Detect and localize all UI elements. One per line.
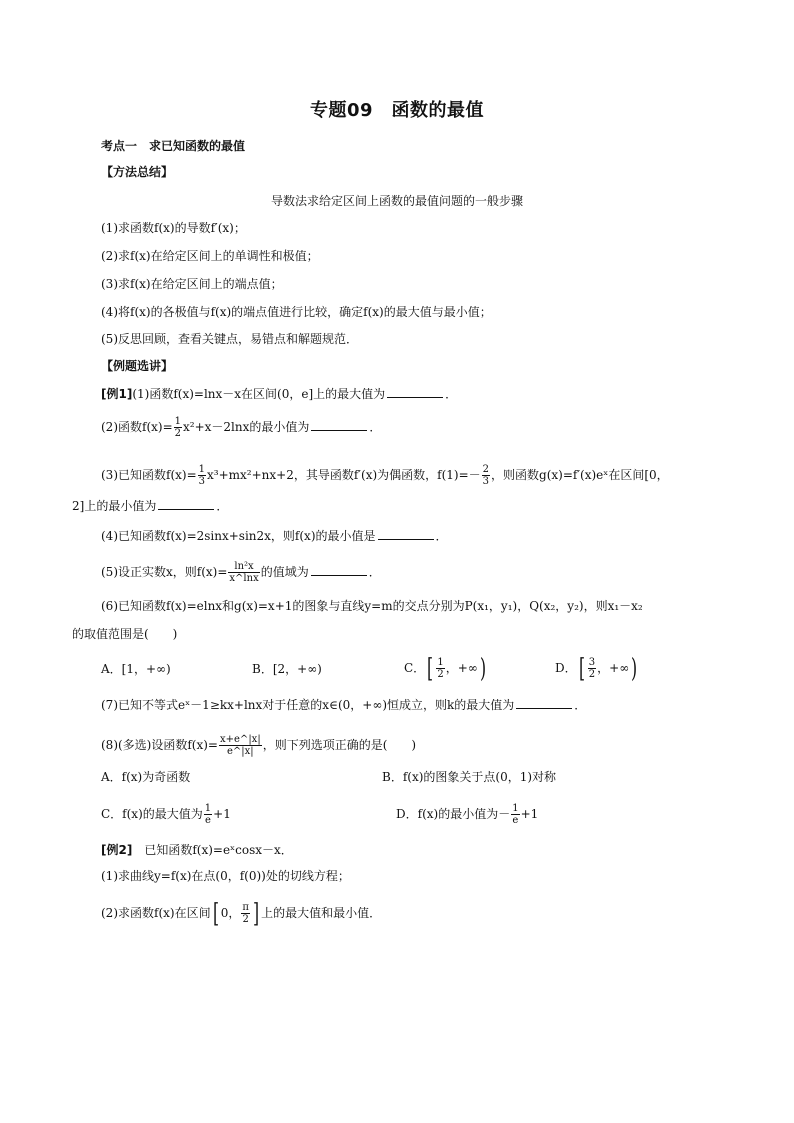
answer-blank[interactable] [311,564,367,576]
q8-option-d[interactable] [396,803,538,826]
ex1-q6-line1: (6)已知函数f(x)=elnx和g(x)=x+1的图象与直线y=m的交点分别为P(x₁，y₁)，Q(x₂，y₂)，则x₁－x₂ [101,599,643,613]
ex2-stem [101,842,293,858]
ex1-q1-text: (1)函数f(x)=lnx－x在区间(0，e]上的最大值为 [132,387,386,401]
q6-option-d[interactable]: D．[ $\frac{3}{2}$ ，+∞) [555,653,638,684]
ex1-q5: (5)设正实数x，则f(x)= $\frac{\text{ln²x}}{x\^{}\ln x}$ 的值域为 ． [101,561,381,584]
fraction: $\frac{x+e\^{}|x|}{e\^{}|x|}$ [220,734,261,757]
zero-comma: 0， [220,906,241,920]
q8-option-c[interactable] [101,803,231,826]
ex1-q8 [101,734,416,757]
q8-post: ，则下列选项正确的是( ) [262,738,417,752]
ex1-q6-line2: 的取值范围是( ) [72,627,178,641]
fraction: $\frac{1}{e}$ [512,803,519,826]
method-subtitle: 导数法求给定区间上函数的最值问题的一般步骤 [270,194,523,208]
q8-pre: (8)(多选)设函数f(x)= [101,738,218,752]
q5-post: 的值域为 [260,565,309,579]
step-3: (3)求f(x)在给定区间上的端点值； [101,277,283,291]
page-title: 专题09 函数的最值 [309,100,485,121]
ex1-q1: [例1](1)函数f(x)=lnx－x在区间(0，e]上的最大值为 ． [101,387,458,401]
method-header: 【方法总结】 [101,165,174,179]
option-c-label: C． [404,661,426,675]
option-d-label: D． [555,661,577,675]
ex2-q2-pre: (2)求函数f(x)在区间 [101,906,211,920]
ex1-label: [例1] [101,387,133,401]
inf-text: ，+∞ [597,661,630,675]
fraction: $\frac{3}{2}$ [588,657,596,680]
option-c-text: C．f(x)的最大值为 [101,807,203,821]
q2-pre: (2)函数f(x)= [101,420,173,434]
ex1-q7: (7)已知不等式eˣ－1≥kx+lnx对于任意的x∈(0，+∞)恒成立，则k的最大值为 ． [101,698,587,712]
ex1-q3-line2: 2]上的最小值为 ． [72,499,229,513]
q3-pre: (3)已知函数f(x)= [101,468,197,482]
q6-option-b[interactable]: B．[2，+∞) [252,662,322,676]
ex1-q4: (4)已知函数f(x)=2sinx+sin2x，则f(x)的最小值是 ． [101,529,448,543]
fraction: $\frac{\pi}{2}$ [242,902,249,925]
step-2: (2)求f(x)在给定区间上的单调性和极值； [101,249,319,263]
step-5: (5)反思回顾，查看关键点，易错点和解题规范． [101,332,358,346]
q2-post: x²+x－2lnx的最小值为 [183,420,310,434]
q8-option-b[interactable]: B．f(x)的图象关于点(0，1)对称 [382,770,557,784]
answer-blank[interactable] [311,419,367,431]
ex2-q1: (1)求曲线y=f(x)在点(0，f(0))处的切线方程； [101,869,350,883]
q5-pre: (5)设正实数x，则f(x)= [101,565,228,579]
section-heading: 考点一 求已知函数的最值 [101,139,246,153]
q6-option-a[interactable]: A．[1，+∞) [101,662,171,676]
ex2-q2-post: 上的最大值和最小值． [261,906,382,920]
plus-one: +1 [213,807,231,821]
q3-line2: 2]上的最小值为 [72,499,157,513]
q8-option-a[interactable]: A．f(x)为奇函数 [101,770,191,784]
fraction: $\frac{1}{2}$ [437,657,444,680]
ex1-q2: (2)函数f(x)= $\frac{1}{2}$ x²+x－2lnx的最小值为 ． [101,416,382,439]
examples-header: 【例题选讲】 [101,359,174,373]
step-1: (1)求函数f(x)的导数f′(x)； [101,221,246,235]
q4-text: (4)已知函数f(x)=2sinx+sin2x，则f(x)的最小值是 [101,529,376,543]
q3-post: ，则函数g(x)=f′(x)eˣ在区间[0， [491,468,669,482]
ex2-q2: (2)求函数f(x)在区间[ 0， $\frac{\pi}{2}$ ] 上的最大值和最小值． [101,898,382,929]
inf-text: ，+∞ [445,661,478,675]
fraction: $\frac{1}{2}$ [174,416,182,439]
ex2-stem-text: 已知函数f(x)=eˣcosx－x． [132,843,293,857]
q7-text: (7)已知不等式eˣ－1≥kx+lnx对于任意的x∈(0，+∞)恒成立，则k的最大值为 [101,698,515,712]
fraction: $\frac{1}{e}$ [204,803,212,826]
answer-blank[interactable] [516,697,572,709]
step-4: (4)将f(x)的各极值与f(x)的端点值进行比较，确定f(x)的最大值与最小值； [101,305,492,319]
fraction: $\frac{2}{3}$ [482,464,490,487]
ex1-q3 [101,464,669,487]
q3-mid: x³+mx²+nx+2，其导函数f′(x)为偶函数，f(1)=－ [207,468,481,482]
answer-blank[interactable] [378,528,434,540]
fraction: $\frac{1}{3}$ [198,464,206,487]
fraction: $\frac{\text{ln²x}}{x\^{}\ln x}$ [229,561,259,584]
answer-blank[interactable] [158,498,214,510]
q6-option-c[interactable]: C．[ $\frac{1}{2}$ ，+∞) [404,653,486,684]
answer-blank[interactable] [387,386,443,398]
option-d-text: D．f(x)的最小值为－ [396,807,511,821]
ex2-label: [例2] [101,843,133,857]
plus-one: +1 [520,807,539,821]
